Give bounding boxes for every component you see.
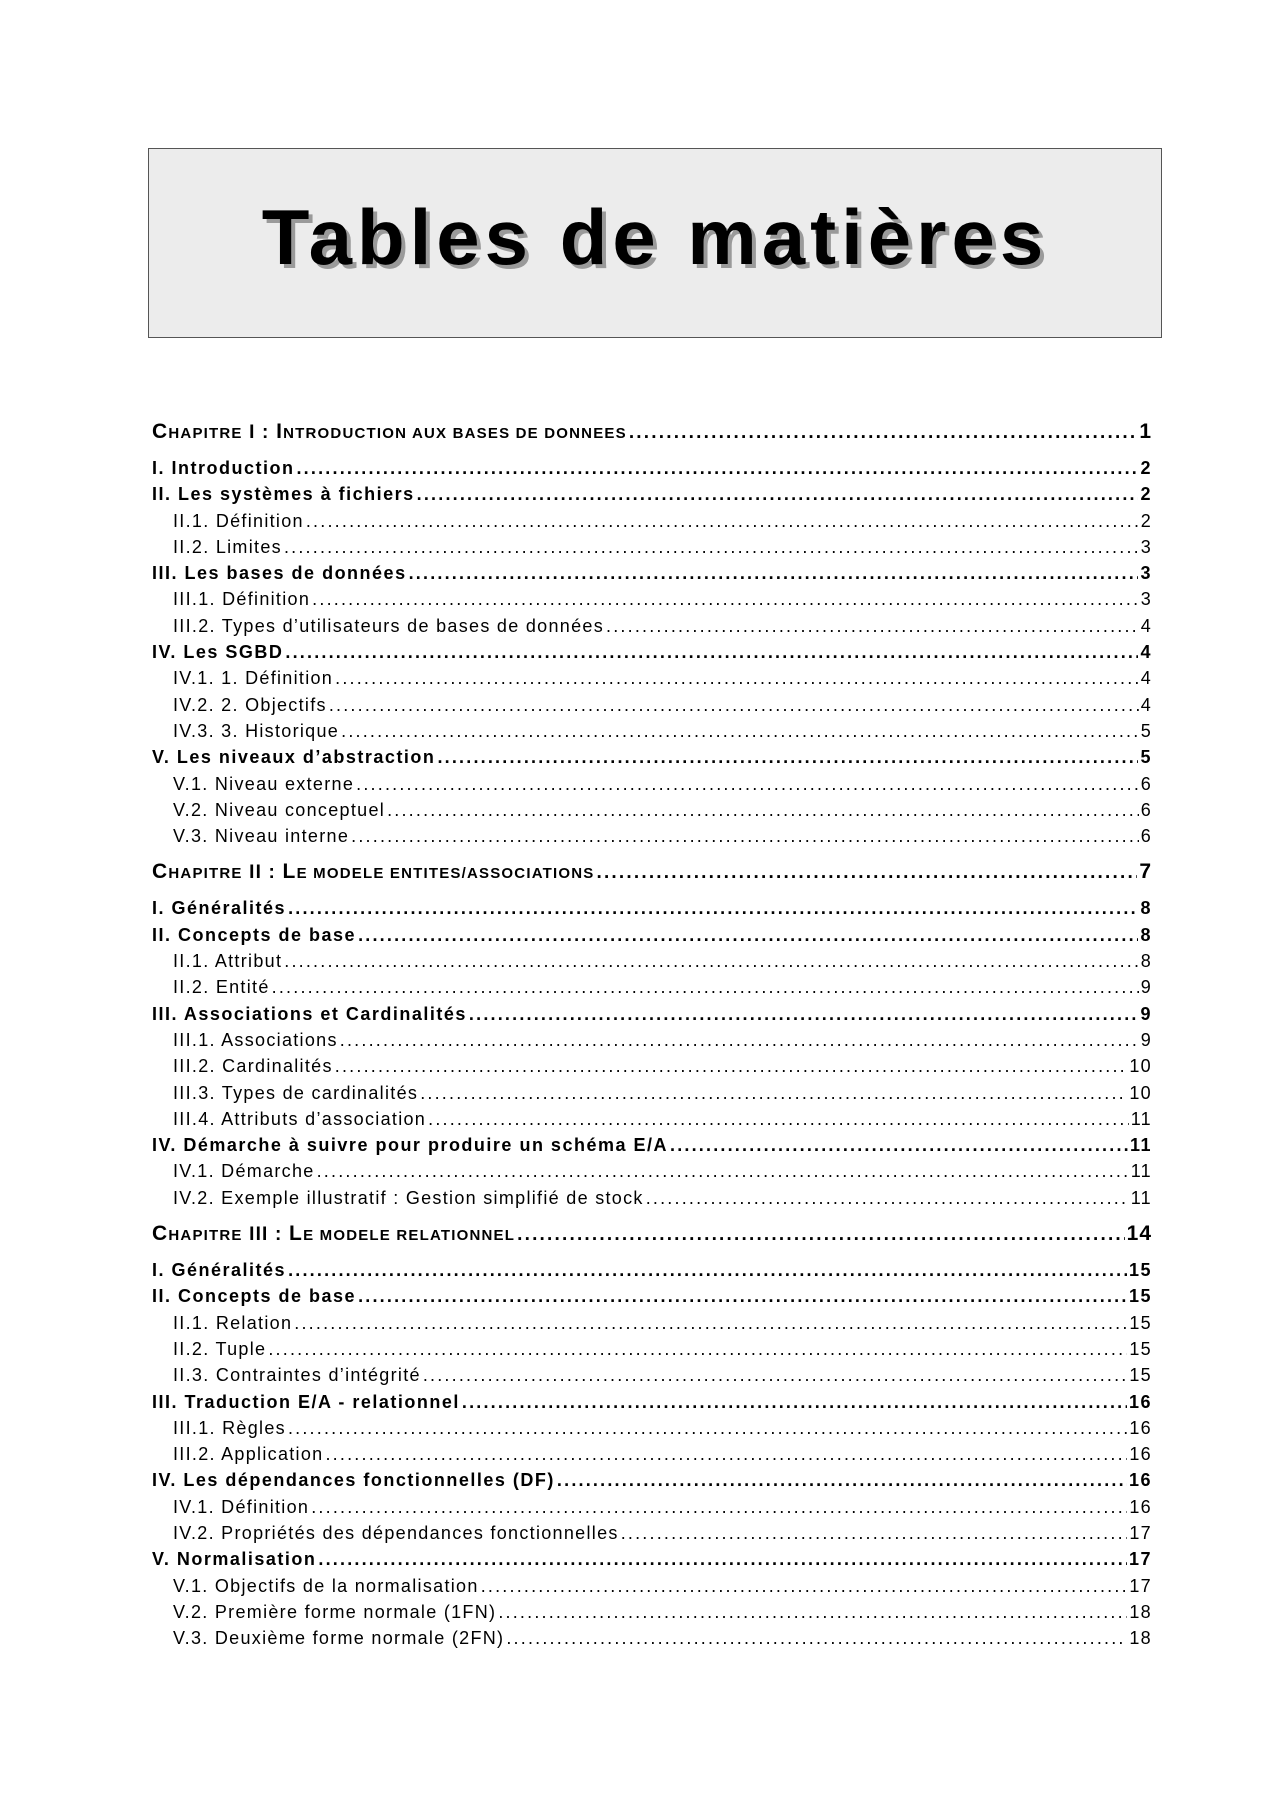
page-number: 8 [1140, 924, 1152, 945]
page-number: 10 [1129, 1082, 1152, 1103]
chapter-title-part: HAPITRE [168, 1227, 243, 1245]
toc-entry-label: IV.1. 1. Définition [173, 668, 334, 689]
toc-subsection[interactable] [152, 974, 1152, 1000]
dot-leader [335, 665, 1139, 691]
chapter-title-part: C [152, 860, 169, 884]
toc-entry-label: V.1. Niveau externe [173, 773, 355, 794]
chapter-title-part: E MODELE ENTITES/ASSOCIATIONS [296, 865, 595, 883]
dot-leader [646, 1185, 1129, 1211]
chapter-title-part: L [289, 1222, 304, 1246]
page-number: 18 [1129, 1601, 1152, 1622]
page-number: 16 [1129, 1417, 1152, 1438]
toc-entry-label: III. Associations et Cardinalités [152, 1003, 467, 1024]
chapter-title [152, 1220, 515, 1250]
chapter-title-part: I : [242, 422, 277, 443]
toc-subsection[interactable] [152, 508, 1152, 534]
toc-entry-label: IV. Les dépendances fonctionnelles (DF) [152, 1470, 555, 1491]
dot-leader [557, 1467, 1127, 1493]
toc-subsection[interactable] [152, 534, 1152, 560]
page-number: 16 [1129, 1444, 1152, 1465]
toc-entry-label: IV.3. 3. Historique [173, 720, 340, 741]
page-number: 15 [1128, 1260, 1152, 1281]
toc-section[interactable] [152, 922, 1152, 948]
dot-leader [423, 1362, 1128, 1388]
dot-leader [506, 1625, 1127, 1651]
toc-entry-label: V.2. Première forme normale (1FN) [173, 1601, 497, 1622]
page-title: Tables de matières [261, 192, 1049, 281]
chapter-title-part: NTRODUCTION AUX BASES DE DONNEES [283, 425, 627, 442]
dot-leader [469, 1001, 1139, 1027]
toc-entry-label: III.4. Attributs d’association [173, 1108, 427, 1129]
toc-entry-label: II.2. Entité [173, 977, 270, 998]
dot-leader [288, 1415, 1127, 1441]
toc-subsection[interactable] [152, 771, 1152, 797]
dot-leader [340, 1027, 1139, 1053]
toc-entry-label: III.2. Types d’utilisateurs de bases de données [173, 615, 605, 636]
toc-entry-label: I. Introduction [152, 458, 295, 478]
toc-entry-label: III.1. Associations [173, 1029, 338, 1050]
toc-entry-label: III.2. Application [173, 1444, 324, 1465]
toc-subsection[interactable] [152, 1027, 1152, 1053]
page-number: 11 [1130, 1161, 1152, 1182]
chapter-title-part: C [152, 420, 169, 443]
title-box [148, 148, 1162, 338]
toc-entry-label: IV.1. Définition [173, 1496, 310, 1517]
chapter-title-part: HAPITRE [168, 865, 243, 883]
dot-leader [341, 718, 1139, 744]
dot-leader [329, 692, 1139, 718]
dot-leader [498, 1599, 1127, 1625]
dot-leader [284, 534, 1139, 560]
toc-subsection[interactable] [152, 1520, 1152, 1546]
page-number: 14 [1126, 1222, 1152, 1246]
dot-leader [358, 1283, 1127, 1309]
toc-subsection[interactable] [152, 613, 1152, 639]
toc-subsection[interactable] [152, 665, 1152, 691]
toc-section[interactable] [152, 481, 1152, 507]
toc-entry-label: III.2. Cardinalités [173, 1056, 333, 1077]
page-number: 7 [1139, 860, 1152, 884]
dot-leader [318, 1546, 1127, 1572]
dot-leader [428, 1106, 1129, 1132]
dot-leader [288, 895, 1138, 921]
toc-subsection[interactable] [152, 1362, 1152, 1388]
toc-entry-label: I. Généralités [152, 898, 287, 919]
toc-section[interactable] [152, 744, 1152, 770]
toc-section[interactable] [152, 1132, 1152, 1158]
toc-entry-label: IV.1. Démarche [173, 1161, 315, 1182]
dot-leader [317, 1158, 1129, 1184]
chapter-title-part: L [282, 860, 297, 884]
toc-section[interactable] [152, 1467, 1152, 1493]
toc-section[interactable] [152, 560, 1152, 586]
page-number: 2 [1140, 510, 1152, 531]
page-number: 11 [1129, 1135, 1152, 1156]
toc-section[interactable] [152, 1257, 1152, 1283]
page-number: 16 [1128, 1470, 1152, 1491]
chapter-heading[interactable] [152, 1220, 1152, 1248]
toc-subsection[interactable] [152, 1336, 1152, 1362]
toc-entry-label: IV.2. Exemple illustratif : Gestion simplifié de stock [173, 1187, 644, 1208]
toc-entry-label: II.2. Limites [173, 536, 282, 557]
page-number: 4 [1140, 642, 1152, 663]
dot-leader [629, 419, 1137, 447]
dot-leader [481, 1573, 1128, 1599]
page-number: 15 [1129, 1365, 1152, 1386]
dot-leader [670, 1132, 1128, 1158]
toc-entry-label: II.2. Tuple [173, 1338, 267, 1359]
table-of-contents [152, 418, 1152, 1651]
page-number: 4 [1140, 694, 1152, 715]
toc-subsection[interactable] [152, 1625, 1152, 1651]
toc-entry-label: V.3. Deuxième forme normale (2FN) [173, 1628, 505, 1649]
toc-subsection[interactable] [152, 1415, 1152, 1441]
dot-leader [621, 1520, 1128, 1546]
page-number: 2 [1140, 458, 1152, 478]
page-number: 5 [1140, 747, 1152, 768]
toc-subsection[interactable] [152, 1158, 1152, 1184]
dot-leader [311, 1494, 1127, 1520]
toc-subsection[interactable] [152, 1494, 1152, 1520]
toc-section[interactable] [152, 1546, 1152, 1572]
toc-section[interactable] [152, 1389, 1152, 1415]
page-number: 4 [1140, 668, 1152, 689]
dot-leader [420, 1080, 1127, 1106]
chapter-title-part: II : [242, 862, 283, 884]
dot-leader [517, 1221, 1125, 1249]
dot-leader [285, 639, 1138, 665]
toc-entry-label: III.1. Définition [173, 589, 311, 610]
page-number: 3 [1140, 536, 1152, 557]
dot-leader [272, 974, 1139, 1000]
chapter-title-part: HAPITRE [168, 425, 243, 442]
dot-leader [296, 455, 1138, 481]
page-number: 9 [1140, 977, 1152, 998]
toc-entry-label: IV.2. 2. Objectifs [173, 694, 327, 715]
toc-entry-label: V.3. Niveau interne [173, 826, 350, 847]
toc-entry-label: II.1. Relation [173, 1312, 293, 1333]
page-number: 17 [1129, 1522, 1152, 1543]
page-number: 8 [1140, 951, 1152, 972]
toc-subsection[interactable] [152, 1080, 1152, 1106]
page-number: 4 [1140, 615, 1152, 636]
toc-subsection[interactable] [152, 718, 1152, 744]
page-number: 16 [1129, 1496, 1152, 1517]
page-number: 6 [1140, 826, 1152, 847]
toc-entry-label: II.1. Définition [173, 510, 304, 531]
toc-section[interactable] [152, 895, 1152, 921]
page-number: 1 [1139, 420, 1152, 443]
page-number: 11 [1130, 1187, 1152, 1208]
dot-leader [387, 797, 1139, 823]
toc-entry-label: III.1. Règles [173, 1417, 286, 1438]
toc-entry-label: IV. Démarche à suivre pour produire un schéma E/A [152, 1135, 668, 1156]
toc-subsection[interactable] [152, 1310, 1152, 1336]
page-number: 3 [1140, 589, 1152, 610]
page-number: 18 [1129, 1628, 1152, 1649]
chapter-title-part: I [276, 420, 284, 443]
dot-leader [268, 1336, 1127, 1362]
toc-subsection[interactable] [152, 797, 1152, 823]
toc-entry-label: III.3. Types de cardinalités [173, 1082, 419, 1103]
toc-section[interactable] [152, 1001, 1152, 1027]
dot-leader [356, 771, 1139, 797]
page-number: 15 [1128, 1286, 1152, 1307]
dot-leader [335, 1053, 1128, 1079]
toc-entry-label: IV. Les SGBD [152, 642, 284, 663]
chapter-title-part: C [152, 1222, 169, 1246]
chapter-title [152, 418, 627, 448]
toc-section[interactable] [152, 455, 1152, 481]
toc-section[interactable] [152, 639, 1152, 665]
toc-entry-label: II. Concepts de base [152, 924, 357, 945]
page-number: 2 [1140, 484, 1152, 505]
toc-entry-label: II. Les systèmes à fichiers [152, 484, 415, 505]
page-number: 15 [1129, 1338, 1152, 1359]
toc-section[interactable] [152, 1283, 1152, 1309]
dot-leader [606, 613, 1139, 639]
chapter-heading[interactable] [152, 418, 1152, 446]
chapter-heading[interactable] [152, 858, 1152, 886]
toc-entry-label: V. Les niveaux d’abstraction [152, 747, 436, 768]
dot-leader [284, 948, 1138, 974]
dot-leader [294, 1310, 1127, 1336]
page-number: 16 [1128, 1391, 1152, 1412]
toc-subsection[interactable] [152, 586, 1152, 612]
toc-entry-label: V.1. Objectifs de la normalisation [173, 1575, 479, 1596]
toc-subsection[interactable] [152, 1185, 1152, 1211]
dot-leader [351, 823, 1139, 849]
dot-leader [437, 744, 1138, 770]
toc-entry-label: II.3. Contraintes d’intégrité [173, 1365, 421, 1386]
page-number: 6 [1140, 799, 1152, 820]
toc-entry-label: II. Concepts de base [152, 1286, 357, 1307]
page-number: 10 [1129, 1056, 1152, 1077]
dot-leader [288, 1257, 1127, 1283]
toc-subsection[interactable] [152, 1053, 1152, 1079]
toc-subsection[interactable] [152, 948, 1152, 974]
toc-subsection[interactable] [152, 823, 1152, 849]
page-number: 8 [1140, 898, 1152, 919]
toc-entry-label: IV.2. Propriétés des dépendances fonctionnelles [173, 1522, 619, 1543]
toc-subsection[interactable] [152, 1106, 1152, 1132]
toc-entry-label: I. Généralités [152, 1260, 287, 1281]
page-number: 5 [1140, 720, 1152, 741]
dot-leader [596, 859, 1137, 887]
dot-leader [306, 508, 1139, 534]
toc-entry-label: III. Traduction E/A - relationnel [152, 1391, 460, 1412]
chapter-title [152, 858, 594, 888]
toc-entry-label: II.1. Attribut [173, 951, 283, 972]
toc-subsection[interactable] [152, 1573, 1152, 1599]
page-number: 6 [1140, 773, 1152, 794]
page-number: 17 [1128, 1549, 1152, 1570]
page-number: 9 [1140, 1029, 1152, 1050]
toc-subsection[interactable] [152, 1599, 1152, 1625]
chapter-title-part: E MODELE RELATIONNEL [303, 1227, 516, 1245]
toc-subsection[interactable] [152, 692, 1152, 718]
chapter-title-part: III : [242, 1224, 290, 1246]
page-number: 9 [1140, 1003, 1152, 1024]
dot-leader [325, 1441, 1127, 1467]
page-number: 11 [1130, 1108, 1152, 1129]
toc-entry-label: III. Les bases de données [152, 563, 407, 584]
page-number: 3 [1140, 563, 1152, 584]
dot-leader [409, 560, 1139, 586]
page-number: 17 [1129, 1575, 1152, 1596]
dot-leader [358, 922, 1138, 948]
page-number: 15 [1129, 1312, 1152, 1333]
toc-entry-label: V.2. Niveau conceptuel [173, 799, 386, 820]
dot-leader [312, 586, 1139, 612]
toc-subsection[interactable] [152, 1441, 1152, 1467]
dot-leader [462, 1389, 1127, 1415]
toc-entry-label: V. Normalisation [152, 1549, 317, 1570]
dot-leader [417, 481, 1139, 507]
